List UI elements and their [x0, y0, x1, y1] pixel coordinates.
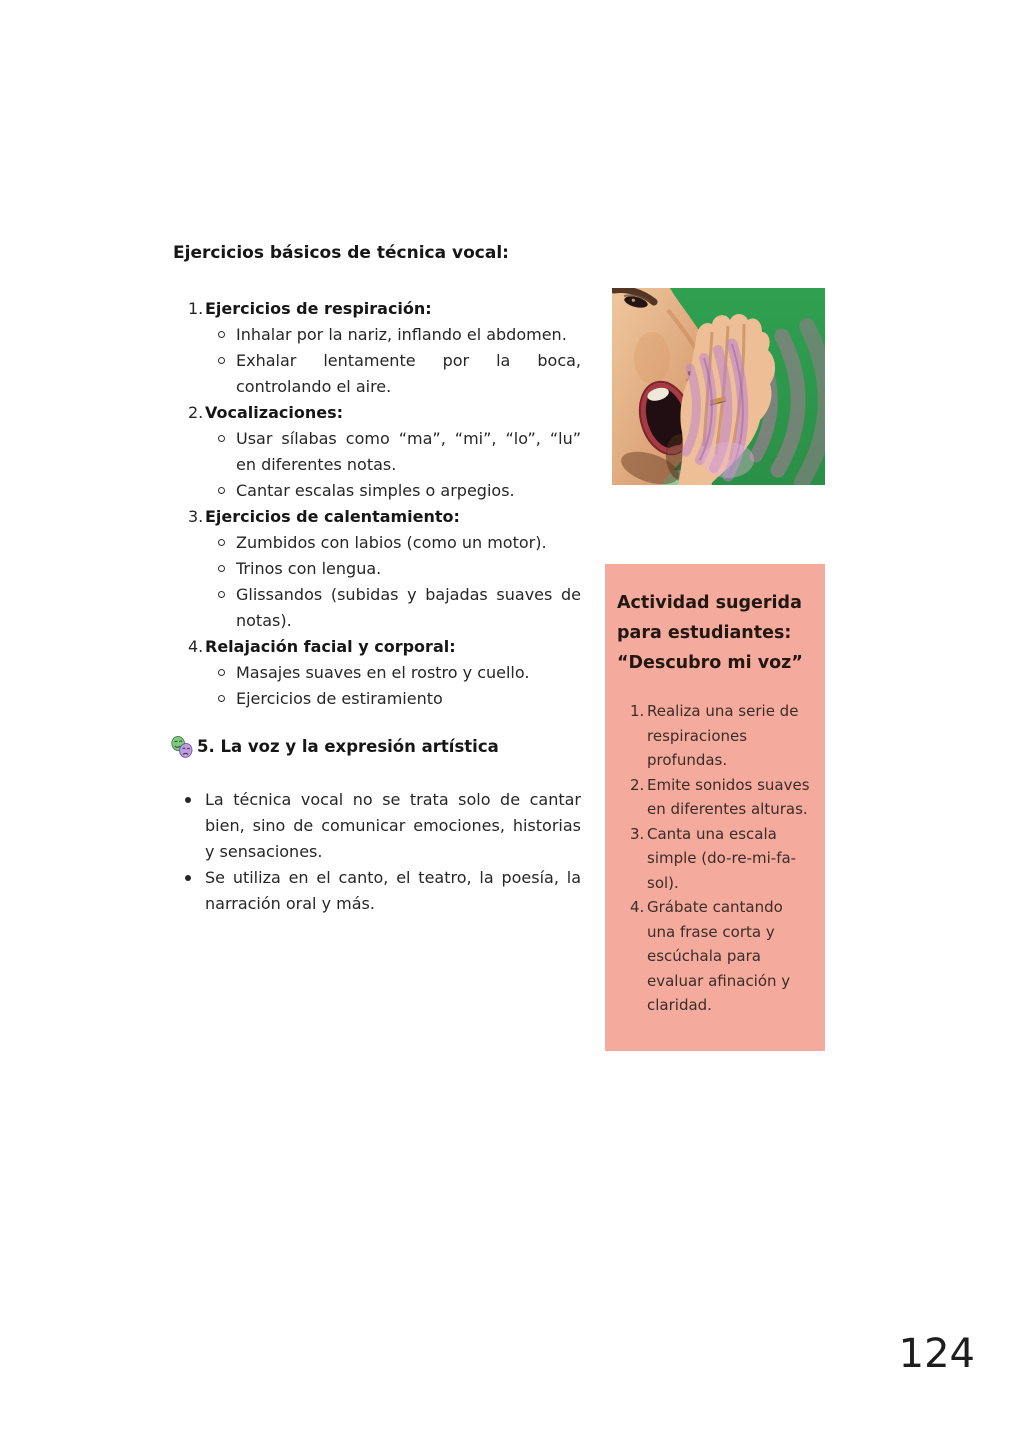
sub-list-item [173, 556, 581, 582]
bullet-list [173, 787, 581, 917]
list-text: Emite sonidos suaves en diferentes alturas. [647, 775, 810, 818]
sub-list-text: Usar sílabas como “ma”, “mi”, “lo”, “lu” en diferentes notas. [236, 429, 581, 474]
list-item [617, 895, 815, 1018]
sub-list-item [173, 322, 581, 348]
list-text: Canta una escala simple (do-re-mi-fa-sol). [647, 824, 797, 892]
list-item-title: Relajación facial y corporal: [205, 637, 456, 656]
circle-bullet-icon [218, 331, 225, 338]
bullet-icon [185, 875, 191, 881]
section-heading [173, 734, 581, 760]
list-number: 2. [188, 403, 204, 422]
sub-list-item [173, 660, 581, 686]
list-item [617, 773, 815, 822]
list-item-title: Vocalizaciones: [205, 403, 343, 422]
woman-shouting-illustration [612, 288, 825, 485]
list-item [173, 865, 581, 917]
bullet-text: La técnica vocal no se trata solo de cantar bien, sino de comunicar emociones, historias y sensaciones. [205, 790, 581, 861]
circle-bullet-icon [218, 669, 225, 676]
list-item [173, 296, 581, 400]
circle-bullet-icon [218, 435, 225, 442]
activity-box-title-line: “Descubro mi voz” [617, 653, 803, 673]
bullet-text: Se utiliza en el canto, el teatro, la poesía, la narración oral y más. [205, 868, 581, 913]
list-number: 3. [188, 507, 204, 526]
list-number: 4. [630, 898, 645, 916]
list-number: 4. [188, 637, 204, 656]
sub-list-text: Inhalar por la nariz, inflando el abdomen. [236, 325, 567, 344]
circle-bullet-icon [218, 591, 225, 598]
activity-steps-list [617, 699, 815, 1018]
list-number: 2. [630, 775, 645, 794]
page-number: 124 [898, 1331, 975, 1377]
page-title: Ejercicios básicos de técnica vocal: [173, 243, 509, 263]
circle-bullet-icon [218, 695, 225, 702]
exercise-list [173, 296, 581, 712]
circle-bullet-icon [218, 357, 225, 364]
list-item-title: Ejercicios de calentamiento: [205, 507, 460, 526]
list-number: 3. [630, 824, 645, 843]
sub-list-text: Exhalar lentamente por la boca, controlando el aire. [236, 351, 581, 396]
activity-box-title-line: Actividad sugerida [617, 593, 802, 613]
activity-box-title-line: para estudiantes: [617, 623, 792, 643]
list-item-title: Ejercicios de respiración: [205, 299, 432, 318]
activity-box-title [617, 588, 815, 678]
list-text: Realiza una serie de respiraciones profundas. [647, 702, 799, 769]
list-number: 1. [630, 702, 645, 720]
main-text-column [173, 240, 581, 917]
sub-list-text: Zumbidos con labios (como un motor). [236, 533, 547, 552]
sub-list-text: Masajes suaves en el rostro y cuello. [236, 663, 530, 682]
list-item [617, 699, 815, 773]
sub-list-item [173, 582, 581, 634]
circle-bullet-icon [218, 487, 225, 494]
list-number: 1. [188, 299, 204, 318]
bullet-icon [185, 797, 191, 803]
list-text: Grábate cantando una frase corta y escúchala para evaluar afinación y claridad. [647, 898, 791, 1014]
sub-list-item [173, 426, 581, 478]
performing-arts-masks-icon [170, 736, 195, 759]
sub-list-item [173, 478, 581, 504]
sub-list-text: Glissandos (subidas y bajadas suaves de notas). [236, 585, 581, 630]
list-item [617, 822, 815, 896]
sub-list-item [173, 686, 581, 712]
list-item [173, 504, 581, 634]
activity-box [605, 564, 825, 1051]
sub-list-text: Ejercicios de estiramiento [236, 689, 443, 708]
circle-bullet-icon [218, 565, 225, 572]
section-heading-text: 5. La voz y la expresión artística [197, 737, 499, 756]
circle-bullet-icon [218, 539, 225, 546]
sub-list-text: Trinos con lengua. [236, 559, 382, 578]
sub-list-item [173, 348, 581, 400]
sub-list-text: Cantar escalas simples o arpegios. [236, 481, 515, 500]
list-item [173, 787, 581, 865]
sub-list-item [173, 530, 581, 556]
list-item [173, 634, 581, 712]
list-item [173, 400, 581, 504]
